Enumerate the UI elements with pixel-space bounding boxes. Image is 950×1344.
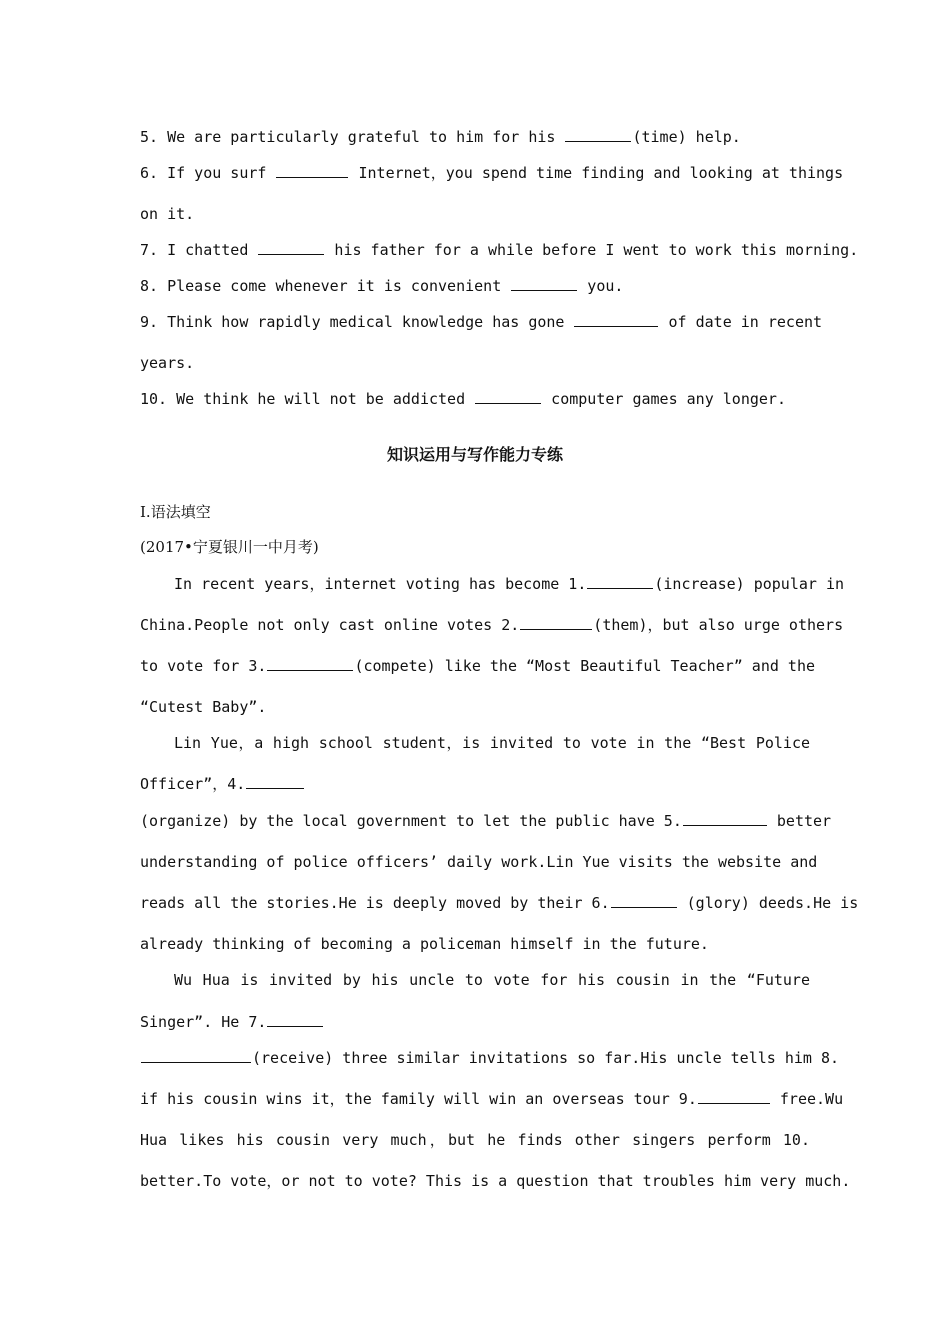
passage-line: China.People not only cast online votes 2. (them)，but also urge others [140,616,844,634]
answer-blank [475,402,541,404]
answer-blank [141,1061,251,1063]
passage-line: to vote for 3. (compete) like the “Most Beautiful Teacher” and the [140,657,816,675]
question-6: 6. If you surf Internet，you spend time finding and looking at things [140,164,844,182]
answer-blank [565,140,631,142]
answer-blank [698,1102,770,1104]
answer-blank [511,289,577,291]
passage-line: Singer”. He 7. [140,1012,810,1032]
question-8: 8. Please come whenever it is convenient you. [140,277,624,295]
question-9: 9. Think how rapidly medical knowledge has gone of date in recent [140,313,823,331]
section-title: 知识运用与写作能力专练 [386,445,563,464]
answer-blank [611,906,677,908]
answer-blank [574,325,658,327]
passage-line: Officer”，4. [140,774,810,794]
passage-line: understanding of police officers’ daily work.Lin Yue visits the website and [140,853,818,871]
answer-blank [683,824,767,826]
answer-blank [276,176,348,178]
question-6-continued: on it. [140,205,195,223]
answer-blank [267,669,353,671]
passage-line: (organize) by the local government to let the public have 5. better [140,812,832,830]
passage-line: In recent years，internet voting has become 1. (increase) popular in [174,575,845,593]
passage-line: “Cutest Baby”. [140,698,267,716]
part-heading: Ⅰ.语法填空 [140,503,211,521]
passage-line: Lin Yue，a high school student，is invited to vote in the “Best Police [174,734,810,752]
passage-line: better.To vote，or not to vote? This is a question that troubles him very much. [140,1172,851,1190]
passage-line: Wu Hua is invited by his uncle to vote for his cousin in the “Future [174,971,810,989]
question-9-continued: years. [140,354,195,372]
passage-line: Hua likes his cousin very much，but he finds other singers perform 10. [140,1131,810,1149]
answer-blank [587,587,653,589]
answer-blank [258,253,324,255]
answer-blank [267,1025,323,1027]
answer-blank [520,628,592,630]
passage-line: reads all the stories.He is deeply moved by their 6. (glory) deeds.He is [140,894,859,912]
passage-line: already thinking of becoming a policeman himself in the future. [140,935,709,953]
passage-line: if his cousin wins it，the family will win an overseas tour 9. free.Wu [140,1090,844,1108]
question-7: 7. I chatted his father for a while before I went to work this morning. [140,241,859,259]
question-10: 10. We think he will not be addicted computer games any longer. [140,390,786,408]
source-note: (2017•宁夏银川一中月考) [140,538,319,556]
answer-blank [246,787,304,789]
passage-line: (receive) three similar invitations so far.His uncle tells him 8. [140,1048,810,1068]
question-5: 5. We are particularly grateful to him for his (time) help. [140,128,741,146]
